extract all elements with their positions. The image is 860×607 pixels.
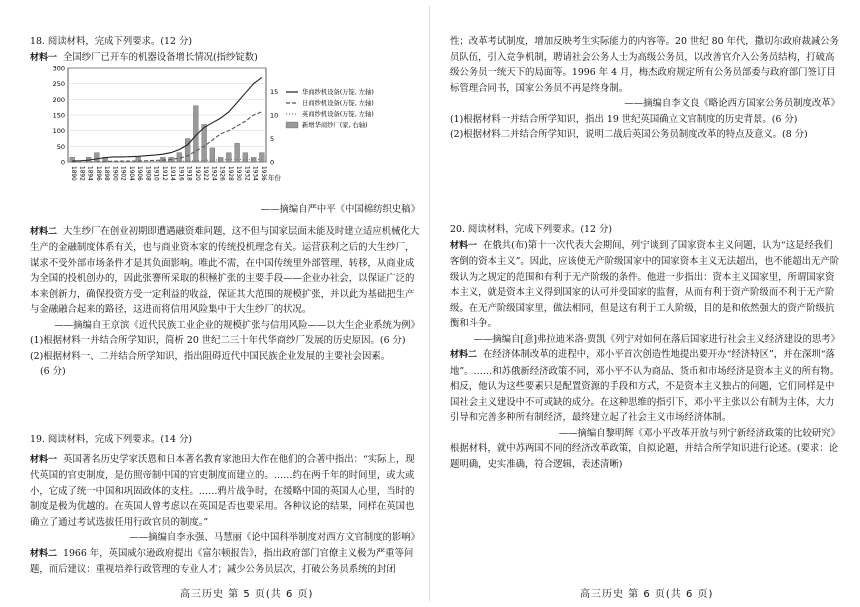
q19-req1: (1)根据材料一并结合所学知识，指出 19 世纪英国确立文官制度的历史背景。(6 分) [450,113,798,125]
chart-svg [46,62,426,200]
q18-m2 [30,224,420,318]
q18-req2: (2)根据材料一、二并结合所学知识，指出阻碍近代中国民族企业发展的主要社会因素。 [30,350,391,362]
footer-right: 高三历史 第 6 页(共 6 页) [580,589,714,600]
y2-tick-label: 10 [270,111,279,120]
y-tick-label: 50 [56,142,65,151]
x-tick-label: 1896 [94,166,101,181]
q18-req1: (1)根据材料一并结合所学知识，简析 20 世纪二三十年代华商纱厂发展的历史原因。(6 分) [30,335,406,346]
x-tick-label: 1908 [144,166,151,181]
y2-tick-label: 15 [270,88,279,96]
q19-m2-text: 1966 年，英国威尔逊政府提出《富尔顿报告》，指出政府部门官僚主义极为严重等问题，而后建议：重视培养行政管理的专业人才；减少公务员层次，打破公务员系统的封闭 [30,547,414,575]
page-right [430,0,860,607]
q19-m1-source: ——摘编自李永强、马慧丽《论中国科举制度对西方文官制度的影响》 [129,532,420,543]
legend-label: 英商纱机设备(万锭, 左轴) [302,111,374,118]
q20-m1-label: 材料一 [450,240,478,251]
q20-m2-text: 在经济体制改革的进程中，邓小平首次创造性地提出要开办“经济特区”，并在深圳“落地”。……和苏俄新经济政策不同，邓小平不认为商品、货币和市场经济是资本主义的所有物。相反，他认为这些要素只是配置资源的手段和方式，不是资本主义独占的问题，它们同样是中国社会主义建设中不可或缺的成分。在这种思维的指引下，邓小平主张以公有制为主体，大力引导和完善多种所有制经济，最终建立起了社会主义市场经济体制。 [450,349,840,423]
q19-m2-label: 材料二 [30,548,58,559]
q19-req2: (2)根据材料二并结合所学知识，说明二战后英国公务员制度改革的特点及意义。(8 分) [450,129,808,140]
q19-m2-source: ——摘编自李文良《略论西方国家公务员制度改革》 [624,98,840,109]
q19-m1 [30,452,420,531]
legend-swatch [286,122,298,128]
x-tick-label: 1920 [193,166,200,181]
q18-heading: 18. 阅读材料，完成下列要求。(12 分) [30,36,192,47]
legend-label: 华商纱机设备(万锭, 左轴) [302,89,374,96]
y-tick-label: 0 [60,158,65,167]
x-tick-label: 1894 [86,166,93,181]
x-tick-label: 1892 [78,166,85,181]
legend-label: 日商纱机设备(万锭, 左轴) [302,100,374,107]
series-line-1 [72,112,262,162]
x-tick-label: 1936 [259,166,266,181]
x-tick-label: 1912 [160,166,167,181]
x-tick-label: 1928 [226,166,233,181]
q20-heading: 20. 阅读材料，完成下列要求。(12 分) [450,224,612,235]
q19-m2-cont: 性；改革考试制度，增加反映考生实际能力的内容等。20 世纪 80 年代，撒切尔政府裁减公务员队伍，引入竞争机制，聘请社会公务人士为高级公务员，以改善官介入公务员结构，打破高级公务员一统天下的局面等。1996 年 4 月，梅杰政府规定所有公务员部委与政府部门签订目标管理合同书，国家公务员不再是终身制。 [450,36,840,94]
bar-new-mills [94,153,99,162]
legend-label: 新增华商纱厂(家, 右轴) [302,122,368,129]
x-tick-label: 1924 [210,166,217,181]
q19-m2 [30,546,420,578]
y-tick-label: 200 [52,95,65,104]
q18-m1-caption: 全国纱厂已开车的机器设备增长情况(指纱锭数) [62,51,258,63]
q18-m1-source: ——摘编自严中平《中国棉纺织史稿》 [260,204,420,215]
y-tick-label: 100 [52,127,65,136]
bar-new-mills [243,153,248,162]
q20-m2-source: ——摘编自黎明辉《邓小平改革开放与列宁新经济政策的比较研究》 [558,427,840,439]
x-tick-label: 1902 [119,166,126,181]
question-19 [30,432,420,578]
x-tick-label: 1934 [251,166,258,181]
x-tick-label: 1906 [136,166,143,181]
question-20 [450,222,840,472]
spindle-chart [46,62,426,200]
q20-m1 [450,238,840,332]
footer-left: 高三历史 第 5 页(共 6 页) [180,589,314,600]
bar-new-mills [202,124,207,162]
x-tick-label: 1918 [185,166,192,181]
x-tick-label: 1900 [111,166,118,181]
x-tick-label: 1910 [152,166,159,181]
bar-new-mills [226,153,231,162]
q19-continued [450,34,840,143]
q20-m2-label: 材料二 [450,350,478,360]
x-tick-label: 1926 [218,166,225,181]
q20-m1-source: ——摘编自[意]弗拉迪米洛·贾凯《列宁对如何在落后国家进行社会主义经济建设的思考》 [473,333,840,345]
y-tick-label: 300 [52,64,65,73]
y2-tick-label: 5 [270,135,275,143]
q20-m1-text: 在俄共(布)第十一次代表大会期间，列宁谈到了国家资本主义问题，认为“这是经我们客倒的资本主义”。因此，应该使无产阶级国家中的国家资本主义无法超出，也不能超出无产阶级认为之规定的范围和有利于无产阶级的条件。他进一步指出：资本主义国家里，所谓国家资本主义，就是资本主义得到国家的认可并受国家的监督，从而有利于资产阶级而不利于无产阶级。在无产阶级国家里，做法相同，但是这有利于工人阶级，目的是和依然强大的资产阶级抗衡和斗争。 [450,239,840,329]
q19-m1-text: 英国著名历史学家沃恩和日本著名教育家池田大作在他们的合著中指出：“实际上，现代英国的官吏制度，是仿照帝制中国的官吏制度而建立的。……约在两千年的时间里，或大或小，它成了统一中国和巩固政体的支柱。……鸦片战争时，在缓略中国的英国人心里，当时的制度是极为优越的。在英国人曾考虑以在英国是否也要采用。各种议论的结果，同样在英国也确立了通过考试选拔任用行政官员的制度。” [30,453,415,528]
x-tick-label: 1922 [202,166,209,181]
x-tick-label: 1904 [127,166,134,181]
q18-m2-text: 大生纱厂在创业初期即遭遇融资难问题，这不但与国家层面未能及时建立适应机械化大生产的金融制度体系有关，也与商业资本家的传统投机理念有关。运营获利之后的大生纱厂，谋求不受外部市场条件才是其负面影响。唯此不需，在中国传统里外部管理、转移，从商业成为全国的投机创办的，因此张謇所采取的积極扩张的主要手段——企业办社会，以保证广泛的本来创新力，确保投资方受一定利益的收益，保证其大范围的规模扩张，并以此为基础把生产与金融融合起来的路径，这进而将信用风险集中于大生纱厂的状况。 [30,225,420,315]
x-tick-label: 1890 [70,166,77,181]
x-tick-label: 1930 [235,166,242,181]
y-tick-label: 150 [52,111,65,120]
y2-tick-label: 0 [270,158,275,167]
x-tick-label: 1932 [243,166,250,181]
q18-body [30,202,420,380]
q18-m2-label: 材料二 [30,226,58,237]
q18-req2-score: (6 分) [40,366,66,377]
series-line-0 [72,77,262,161]
x-axis-label: 年份 [268,174,281,182]
x-tick-label: 1898 [103,166,110,181]
x-tick-label: 1916 [177,166,184,181]
bar-new-mills [259,153,264,162]
q18-m1-label: 材料一 [30,52,58,63]
q20-m2 [450,347,840,426]
y-tick-label: 250 [52,80,65,89]
q20-req: 根据材料，就中苏两国不同的经济改革政策，自拟论题，并结合所学知识进行论述。(要求：论题明确，史实准确，符合逻辑，表述清晰) [450,443,839,470]
q19-heading: 19. 阅读材料，完成下列要求。(14 分) [30,434,192,445]
q19-m1-label: 材料一 [30,454,58,465]
q18-m2-source: ——摘编自王京滨《近代民族工业企业的规模扩张与信用风险——以大生企业系统为例》 [54,319,420,331]
x-tick-label: 1914 [169,166,176,181]
